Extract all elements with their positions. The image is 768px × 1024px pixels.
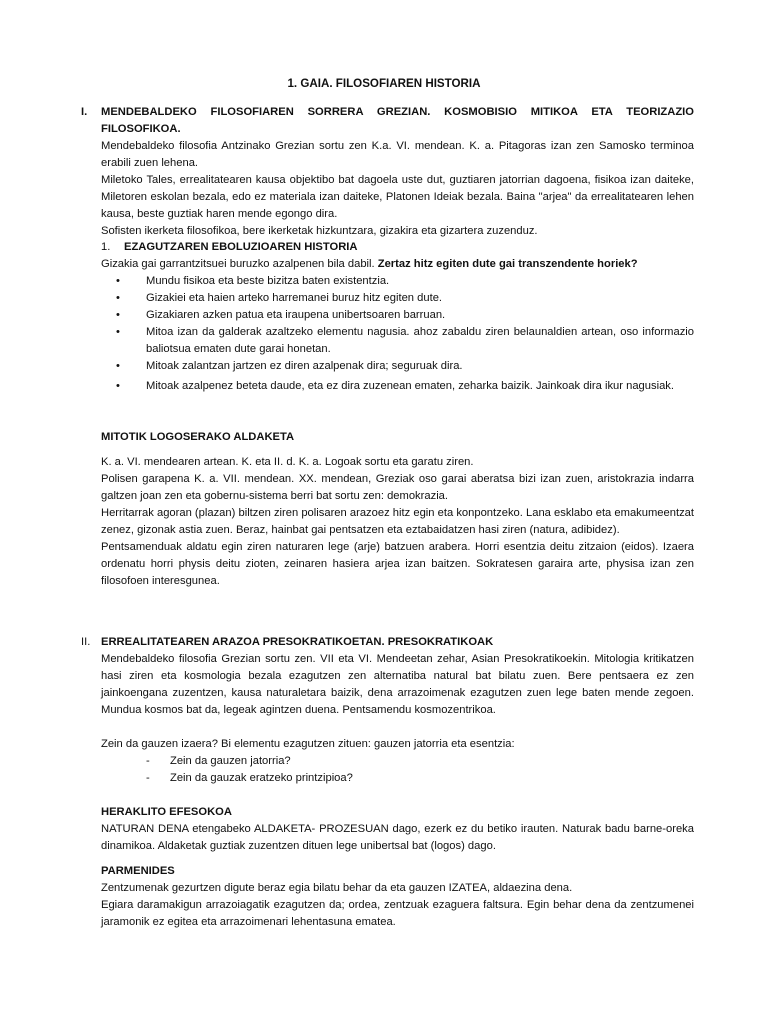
parmenides-paragraph-1: Zentzumenak gezurtzen digute beraz egia bilatu behar da eta gauzen IZATEA, aldaezina dena.: [101, 882, 573, 894]
section-2: [101, 634, 694, 719]
dash-item: [101, 770, 694, 787]
mitotik-paragraph-1: K. a. VI. mendearen artean. K. eta II. d. K. a. Logoak sortu eta garatu ziren.: [101, 456, 474, 468]
bullet-text: Mitoak zalantzan jartzen ez diren azalpenak dira; seguruak dira.: [146, 360, 463, 372]
parmenides-heading: PARMENIDES: [101, 865, 175, 877]
section-1-marker: I.: [81, 106, 88, 118]
parmenides-paragraph-2: Egiara daramakigun arrazoiagatik ezagutzen da; ordea, zentzuak ezaguera faltsura. Egin behar dena da zentzumenei jaramonik ez egitea eta arrazoimenari lehentasuna ematea.: [101, 899, 694, 928]
bullet-text: Mitoa izan da galderak azaltzeko elementu nagusia. ahoz zabaldu ziren belaunaldien artean, oso informazio baliotsua ematen dute garai honetan.: [146, 326, 694, 355]
bullet-icon: •: [116, 380, 120, 392]
section-2-paragraph-1: Mendebaldeko filosofia Grezian sortu zen. VII eta VI. Mendeetan zehar, Asian Presokratikoekin. Mitologia kritikatzen hasi ziren eta kosmologia bezala ezagutzen zen alternatiba natural bat bilatu zuen. Bere pentsaera ez zen jainkoengana zuzentzen, kausa naturaletara baizik, dena arrazoimenak ezagutzen zuen lege baten mende zegoen. Mundua kosmos bat da, legeak agintzen duena. Pentsamendu kosmozentrikoa.: [101, 653, 694, 716]
bullet-icon: •: [116, 326, 120, 338]
bullet-item: [101, 307, 694, 324]
section-1-heading: MENDEBALDEKO FILOSOFIAREN SORRERA GREZIAN. KOSMOBISIO MITIKOA ETA TEORIZAZIO FILOSOFIKOA.: [101, 106, 694, 135]
heraklito-paragraph: NATURAN DENA etengabeko ALDAKETA- PROZESUAN dago, ezerk ez du betiko irauten. Naturak badu barne-oreka dinamikoa. Aldaketak guztiak zuzentzen dituen lege unibertsal bat (logos) dago.: [101, 823, 694, 852]
mitotik-paragraph-2: Polisen garapena K. a. VII. mendean. XX. mendean, Greziak oso garai aberatsa bizi izan zuen, aristokrazia indarra galtzen joan zen eta gobernu-sistema berri bat sortu zen: demokrazia.: [101, 473, 694, 502]
document-title: 1. GAIA. FILOSOFIAREN HISTORIA: [287, 77, 481, 90]
bullet-icon: •: [116, 309, 120, 321]
subsection-1-intro-text: Gizakia gai garrantzitsuei buruzko azalpenen bila dabil.: [101, 258, 375, 270]
bullet-text: Mitoak azalpenez beteta daude, eta ez dira zuzenean ematen, zeharka baizik. Jainkoak dira ikur nagusiak.: [146, 380, 674, 392]
subsection-1-question: Zertaz hitz egiten dute gai transzendente horiek?: [377, 258, 638, 270]
subsection-1-heading: EZAGUTZAREN EBOLUZIOAREN HISTORIA: [124, 241, 358, 253]
bullet-icon: •: [116, 360, 120, 372]
bullet-icon: •: [116, 275, 120, 287]
parmenides-section: [101, 863, 694, 931]
dash-text: Zein da gauzak eratzeko printzipioa?: [170, 772, 353, 784]
dash-text: Zein da gauzen jatorria?: [170, 755, 291, 767]
subsection-1-marker: 1.: [101, 241, 111, 253]
section-1-paragraph-2: Miletoko Tales, errealitatearen kausa objektibo bat dagoela uste dut, guztiaren jatorrian dagoena, fisikoa izan daiteke, Miletoren eskolan bezala, edo ez materiala izan daiteke, Platonen Ideiak bezala. Baina "arjea" da errealitatearen lehen kausa, beste guztiak haren mende egongo dira.: [101, 174, 694, 220]
section-2-marker: II.: [81, 636, 91, 648]
bullet-text: Gizakiei eta haien arteko harremanei buruz hitz egiten dute.: [146, 292, 443, 304]
section-1-paragraph-1: Mendebaldeko filosofia Antzinako Grezian sortu zen K.a. VI. mendean. K. a. Pitagoras izan zen Samosko terminoa erabili zuen lehena.: [101, 140, 694, 169]
mitotik-body: [101, 454, 694, 590]
bullet-text: Gizakiaren azken patua eta iraupena unibertsoaren barruan.: [146, 309, 446, 321]
mitotik-section: [101, 429, 694, 446]
bullet-text: Mundu fisikoa eta beste bizitza baten existentzia.: [146, 275, 390, 287]
bullet-item: [101, 290, 694, 307]
subsection-1-intro: [101, 256, 694, 273]
section-2-paragraph-2: Zein da gauzen izaera? Bi elementu ezagutzen zituen: gauzen jatorria eta esentzia:: [101, 738, 515, 750]
bullet-list: [101, 273, 694, 395]
bullet-item: [101, 358, 694, 375]
mitotik-heading: MITOTIK LOGOSERAKO ALDAKETA: [101, 431, 295, 443]
mitotik-paragraph-4: Pentsamenduak aldatu egin ziren naturaren lege (arje) batzuen arabera. Horri esentzia deitu zitzaion (eidos). Izaera ordenatu horri physis deitu zioten, zeinaren hasiera arjea izan baitzen. Sokratesen garaira arte, physisa izan zen filosofoen interesgunea.: [101, 541, 694, 587]
mitotik-paragraph-3: Herritarrak agoran (plazan) biltzen ziren polisaren arazoez hitz egin eta konpontzeko. Lana esklabo eta emakumeentzat zenez, gizonak astia zuen. Beraz, hainbat gai pentsatzen eta eztabaidatzen hasi ziren (natura, adibidez).: [101, 507, 694, 536]
bullet-item: [101, 324, 694, 358]
section-1-paragraph-3: Sofisten ikerketa filosofikoa, bere ikerketak hizkuntzara, gizakira eta gizartera zuzenduz.: [101, 225, 538, 237]
bullet-icon: •: [116, 292, 120, 304]
heraklito-section: [101, 804, 694, 855]
dash-icon: -: [146, 772, 150, 784]
heraklito-heading: HERAKLITO EFESOKOA: [101, 806, 232, 818]
dash-item: [101, 753, 694, 770]
section-2-questions: [101, 736, 694, 787]
bullet-item: [101, 273, 694, 290]
bullet-item: [101, 378, 694, 395]
section-2-heading: ERREALITATEAREN ARAZOA PRESOKRATIKOETAN. PRESOKRATIKOAK: [101, 636, 494, 648]
dash-icon: -: [146, 755, 150, 767]
section-1: [101, 104, 694, 240]
